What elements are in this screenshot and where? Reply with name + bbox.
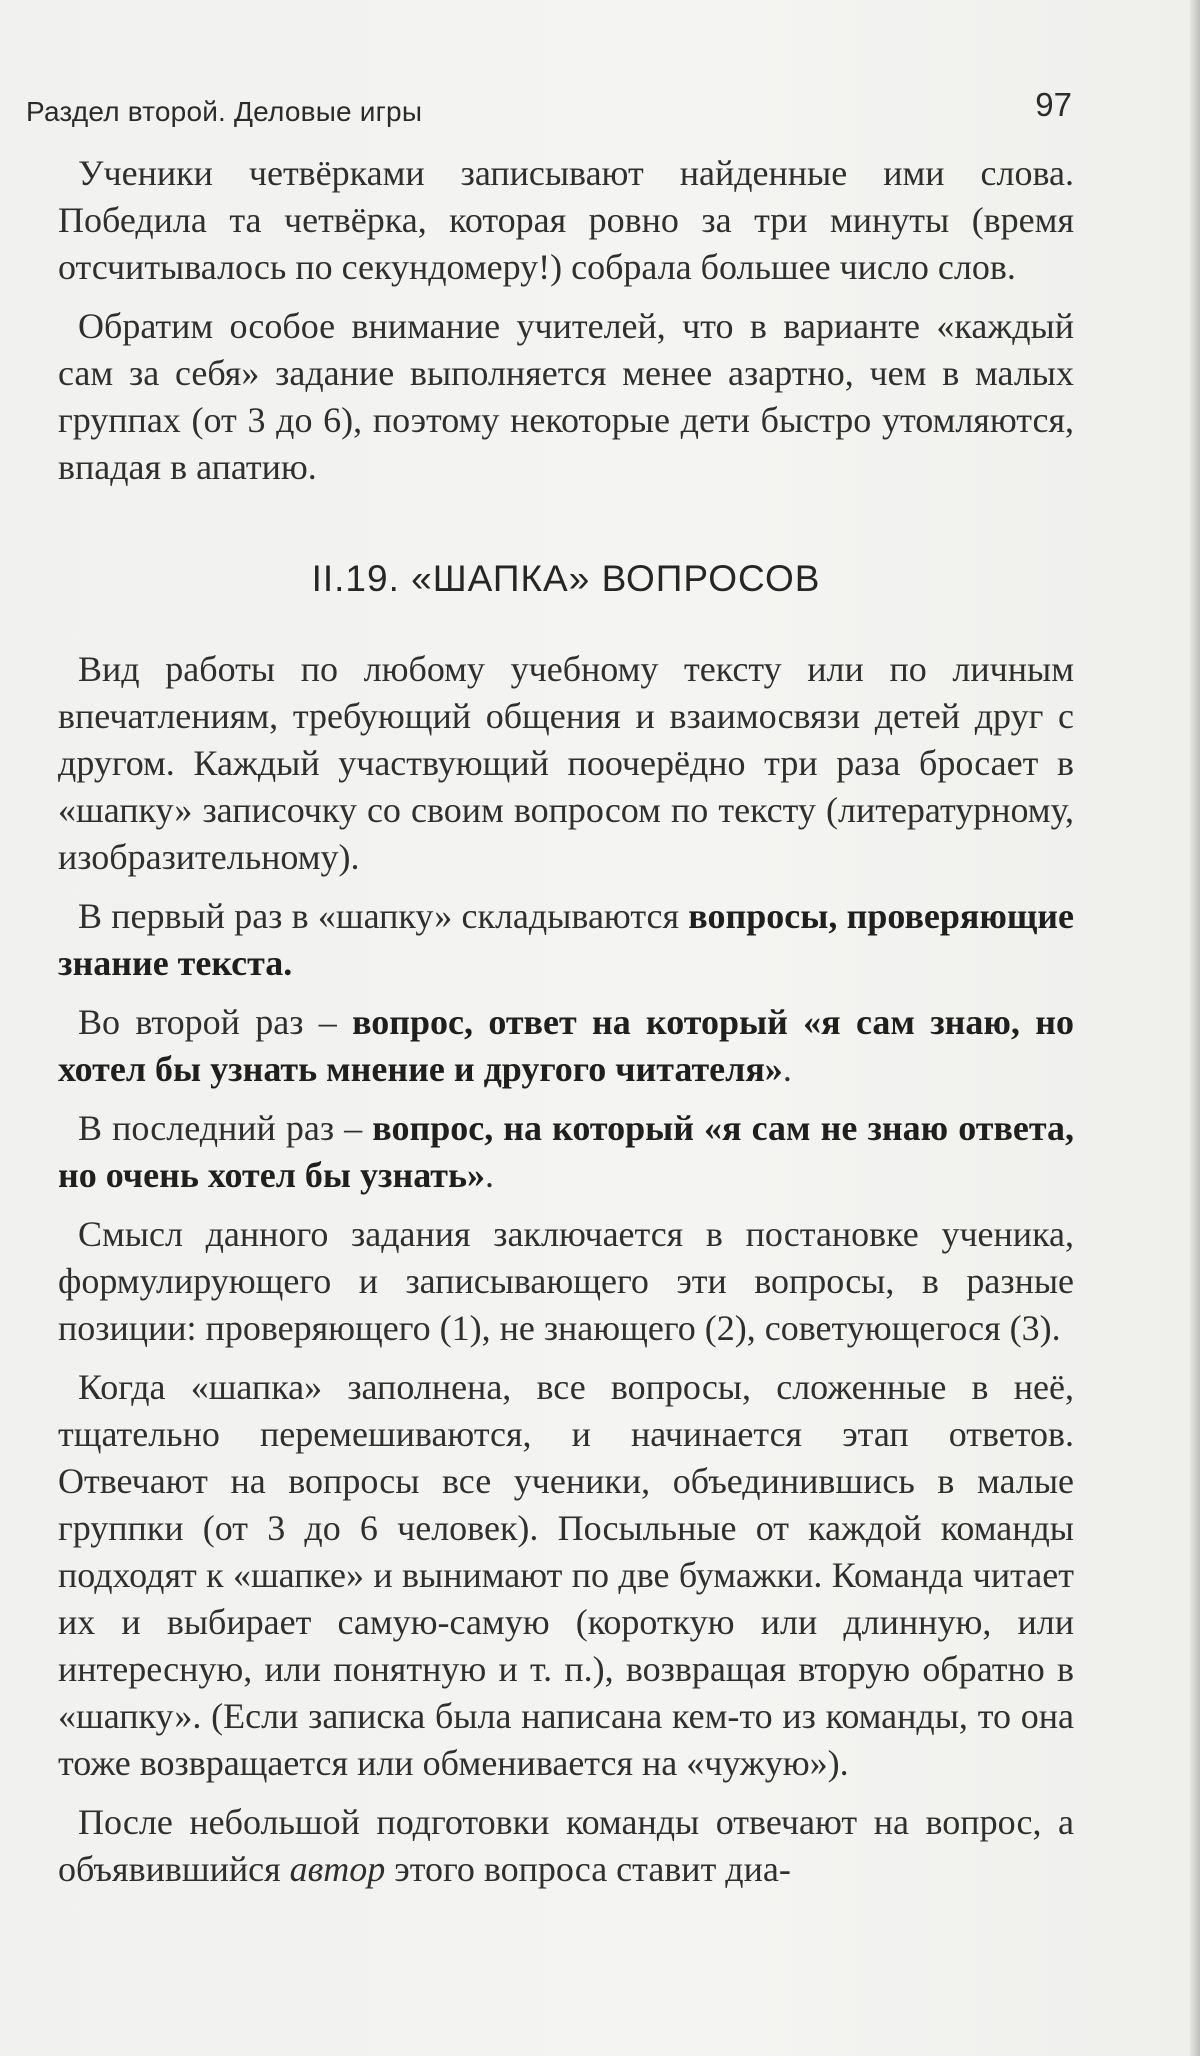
section-paragraph-5: Смысл данного задания заключается в постановке ученика, формулирующего и записывающего эти вопросы, в разные позиции: проверяющего (1), не знающего (2), советующегося (3). <box>58 1214 1074 1348</box>
paragraph-3-bold: вопрос, ответ на который «я сам знаю, но хотел бы узнать мнение и другого читателя» <box>58 1002 1074 1089</box>
paragraph-3-tail: . <box>782 1049 792 1089</box>
paragraph-7-tail: этого вопроса ставит диа- <box>385 1849 791 1889</box>
paragraph-4-lead: В последний раз – <box>78 1108 373 1148</box>
paragraph-2-bold: вопросы, проверяющие знание текста. <box>58 896 1074 983</box>
paragraph-4-tail: . <box>485 1155 494 1195</box>
section-paragraph-7 <box>58 1799 1074 1893</box>
page-edge-shadow <box>1190 0 1200 2056</box>
paragraph-7-italic: автор <box>289 1849 386 1889</box>
paragraph-3-lead: Во второй раз – <box>78 1002 353 1042</box>
paragraph-4-bold: вопрос, на который «я сам не знаю ответа, но очень хотел бы узнать» <box>58 1108 1074 1195</box>
section-paragraph-6: Когда «шапка» заполнена, все вопросы, сложенные в неё, тщательно перемешиваются, и начинается этап ответов. Отвечают на вопросы все ученики, объединившись в малые группки (от 3 до 6 человек). Посыльные от каждой команды подходят к «шапке» и вынимают по две бумажки. Команда читает их и выбирает самую-самую (короткую или длинную, или интересную, или понятную и т. п.), возвращая вторую обратно в «шапку». (Если записка была написана кем-то из команды, то она тоже возвращается или обменивается на «чужую»). <box>58 1367 1074 1783</box>
section-paragraph-2 <box>58 893 1074 987</box>
paragraph-2-lead: В первый раз в «шапку» складываются <box>78 896 689 936</box>
page-header <box>26 86 1072 136</box>
section-paragraph-4 <box>58 1105 1074 1199</box>
page-body <box>58 150 1074 1905</box>
running-title: Раздел второй. Деловые игры <box>26 96 423 127</box>
page-number: 97 <box>1035 86 1072 123</box>
section-heading: II.19. «ШАПКА» ВОПРОСОВ <box>311 558 821 599</box>
section-paragraph-3 <box>58 999 1074 1093</box>
paragraph-7-lead: После небольшой подготовки команды отвечают на вопрос, а объявившийся <box>58 1802 1074 1889</box>
section-paragraph-1: Вид работы по любому учебному тексту или по личным впечатлениям, требующий общения и взаимосвязи детей друг с другом. Каждый участвующий поочерёдно три раза бросает в «шапку» записочку со своим вопросом по тексту (литературному, изобразительному). <box>58 649 1074 877</box>
intro-paragraph-2: Обратим особое внимание учителей, что в варианте «каждый сам за себя» задание выполняется менее азартно, чем в малых группах (от 3 до 6), поэтому некоторые дети быстро утомляются, впадая в апатию. <box>58 306 1074 487</box>
intro-paragraph-1: Ученики четвёрками записывают найденные ими слова. Победила та четвёрка, которая ровно за три минуты (время отсчитывалось по секундомеру!) собрала большее число слов. <box>58 153 1074 287</box>
